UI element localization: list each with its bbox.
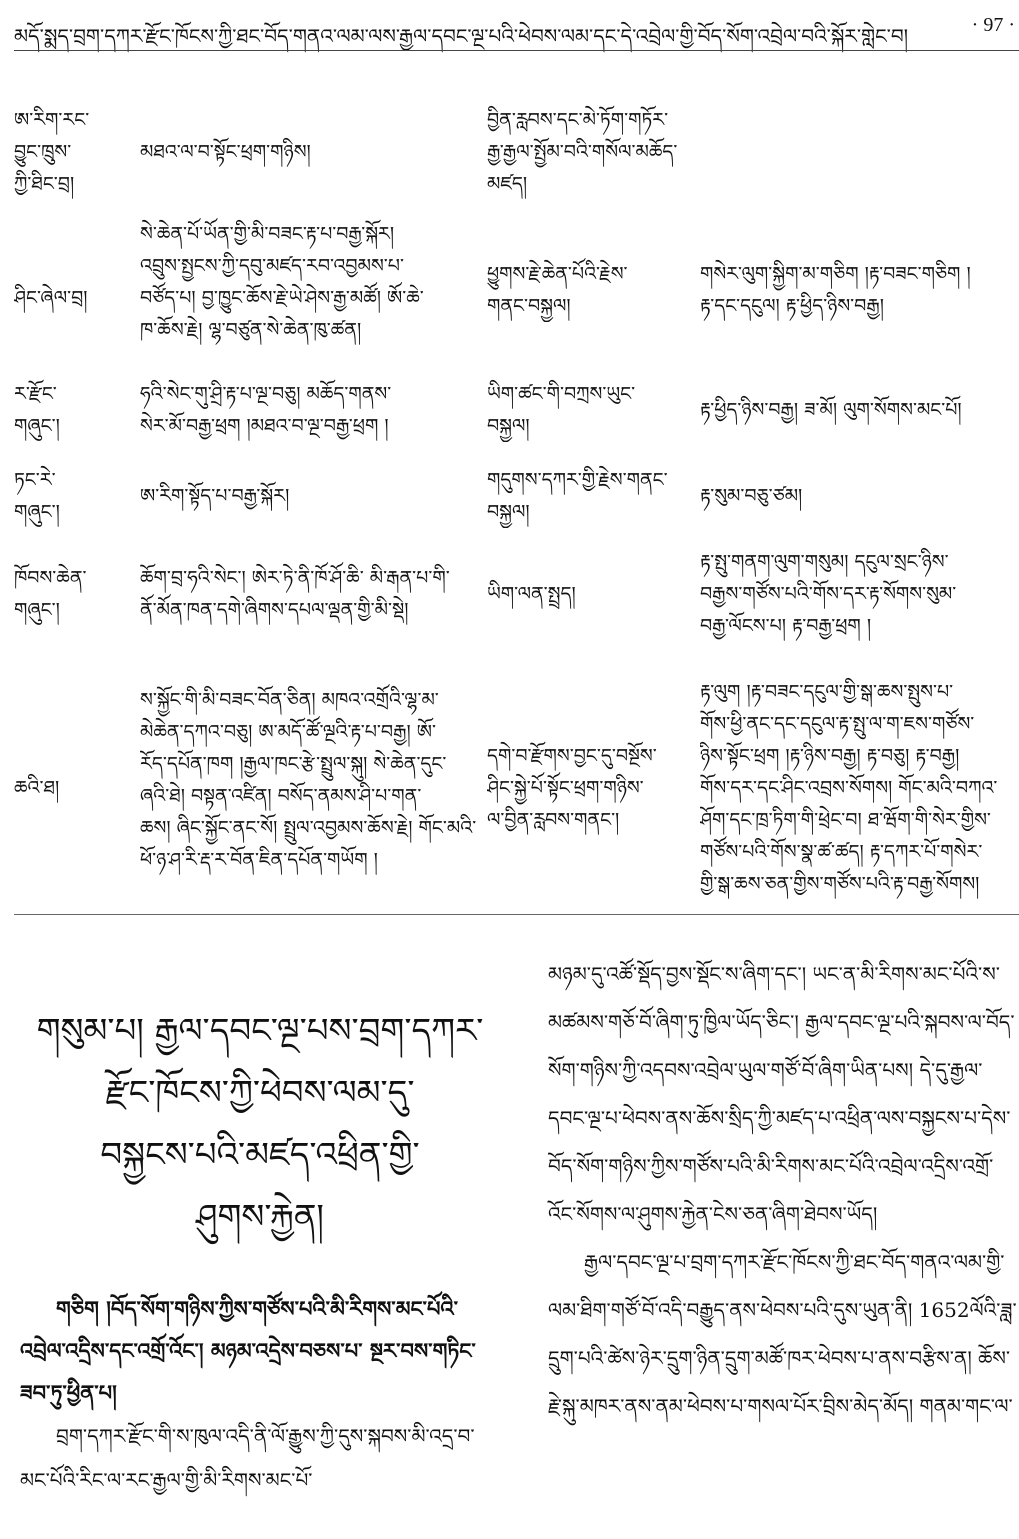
table-cell-place: ཨ་རིག་རང་ བྱུང་ཁྲུས་ ཀྱི་ཐིང་བྲ།: [14, 109, 90, 195]
table-cell-place: ཤིང་ཞེལ་བྲ།: [14, 287, 88, 309]
table-bottom-rule: [14, 914, 1019, 915]
section-title: གསུམ་པ། རྒྱལ་དབང་ལྔ་པས་བྲག་དཀར་ རྫོང་ཁོངས་ཀྱི་ཕེབས་ལམ་དུ་ བསྐྱངས་པའི་མཛད་འཕྲིན་གྱི་ ཤུགས་རྐྱེན།: [36, 1011, 484, 1237]
body-paragraph: རྒྱལ་དབང་ལྔ་པ་བྲག་དཀར་རྫོང་ཁོངས་ཀྱི་ཐང་བོད་གནའ་ལམ་གྱི་ལམ་ཐིག་གཙོ་བོ་འདི་བརྒྱུད་ནས་ཕེབས་པའི་དུས་ཡུན་ནི། 1652ལོའི་ཟླ་དྲུག་པའི་ཚེས་ཉེར་དྲུག་ཉིན་དྲུག་མཚོ་ཁར་ཕེབས་པ་ནས་བརྩིས་ན། ཆོས་རྗེ་སྐུ་མཁར་ནས་ནམ་ཕེབས་པ་གསལ་པོར་བྲིས་མེད་མོད། གནམ་གང་ལ་: [548, 1250, 1017, 1418]
table-cell-place: ཏང་རེ་ གཞུང་།: [14, 469, 60, 523]
table-cell-offering: རྟ་སུམ་བཅུ་ཙམ།: [700, 485, 803, 507]
body-paragraph: བྲག་དཀར་རྫོང་གི་ས་ཁུལ་འདི་ནི་ལོ་རྒྱུས་ཀྱི་དུས་སྐབས་མི་འདྲ་བ་མང་པོའི་རིང་ལ་རང་རྒྱལ་གྱི་མི་རིགས་མང་པོ་: [20, 1424, 475, 1492]
table-cell-place: ཁོབས་ཆེན་ གཞུང་།: [14, 567, 87, 621]
table-cell-offering: རྟ་ལུག །རྟ་བཟང་དངུལ་གྱི་སྒ་ཆས་སྤུས་པ་ གོས་ཕྱི་ནང་དང་དངུལ་རྟ་སྤུ་ལ་ག་ཇས་གཙོས་ ཉིས་སྟོང་ཕྲག །རྟ་ཉིས་བརྒྱ། རྟ་བཅུ། རྟ་བརྒྱ། གོས་དར་དང་ཤིང་འབྲས་སོགས། གོང་མའི་བཀའ་ ཤོག་དང་ཁྲ་ཏིག་གི་ཕྲེང་བ། ཐ་ཝོག་གི་སེར་གྱིས་ གཙོས་པའི་གོས་སྣ་ཚ་ཚད། རྟ་དཀར་པོ་གསེར་ གྱི་སྒ་ཆས་ཅན་གྱིས་གཙོས་པའི་རྟ་བརྒྱ་སོགས།: [700, 681, 998, 895]
table-cell-offering: རྟ་ཕྱིད་ཉིས་བརྒྱ། ཟ་མོ། ལུག་སོགས་མང་པོ།: [700, 399, 962, 421]
table-cell-event: གདུགས་དཀར་གྱི་རྗེས་གནང་ བསྐྱལ།: [487, 469, 668, 523]
page-number: · 97 ·: [971, 14, 1015, 36]
table-cell-event: ཡིག་ཚང་གི་བཀྲས་ཡུང་ བསྐྱལ།: [487, 383, 636, 437]
running-header: [14, 8, 1019, 48]
table-cell-place: ར་རྫོང་ གཞུང་།: [14, 383, 60, 437]
table-cell-description: ཧའི་སེང་གུ་ཤྲི་རྟ་པ་ལྔ་བཅུ། མཆོད་གནས་ སེར་མོ་བརྒྱ་ཕྲག །མཐའ་བ་ལྔ་བརྒྱ་ཕྲག །: [140, 383, 392, 437]
table-cell-description: ས་སྐྱོང་གི་མི་བཟང་བོན་ཅིན། མཁའ་འགྲོའི་ལྷ་མ་ མེཆེན་དཀའ་བཅུ། ཨ་མདོ་ཚོ་ལྔའི་རྟ་པ་བརྒྱ། ཨོ་ རོད་དཔོན་ཁག །རྒྱལ་ཁང་རྩེ་སྤྲུལ་སྐུ། སེ་ཆེན་དུང་ ཞའི་ཐེ། བསྟན་འཛིན། བསོད་ནམས་ཤི་པ་གན་ ཆས། ཞིང་སྐྱོང་ནང་སོ། སྤྲུལ་འབྱམས་ཆོས་རྗེ། གོང་མའི་ ཕོ་ཉ་ཤ་རི་རྡ་ར་བོན་ཇིན་དཔོན་གཡོག །: [140, 689, 477, 871]
right-column: [548, 950, 1018, 1430]
running-title: མདོ་སྨད་བྲག་དཀར་རྫོང་ཁོངས་ཀྱི་ཐང་བོད་གནའ་ལམ་ལས་རྒྱལ་དབང་ལྔ་པའི་ཕེབས་ལམ་དང་དེ་འབྲེལ་གྱི་བོད་སོག་འབྲེལ་བའི་སྐོར་གླེང་བ།: [14, 24, 909, 48]
left-column: [20, 1000, 500, 1502]
header-rule: [14, 50, 1019, 51]
table-cell-offering: གསེར་ལུག་སྐྱིག་མ་གཅིག །རྟ་བཟང་གཅིག ། རྟ་དང་དངུལ། རྟ་ཕྱིད་ཉིས་བརྒྱ།: [700, 263, 971, 317]
body-paragraph: མཉམ་དུ་འཚོ་སྡོད་བྱས་སྡོང་ས་ཞིག་དང་། ཡང་ན་མི་རིགས་མང་པོའི་ས་མཚམས་གཅོ་བོ་ཞིག་ཏུ་ཁྱིལ་ཡོད་ཅིང་། རྒྱལ་དབང་ལྔ་པའི་སྐབས་ལ་བོད་སོག་གཉིས་ཀྱི་འདབས་འབྲེལ་ཡུལ་གཙོ་བོ་ཞིག་ཡིན་པས། དེ་དུ་རྒྱལ་དབང་ལྔ་པ་ཕེབས་ནས་ཆོས་སྲིད་ཀྱི་མཛད་པ་འཕྲིན་ལས་བསྐྱངས་པ་དེས་བོད་སོག་གཉིས་ཀྱིས་གཙོས་པའི་མི་རིགས་མང་པོའི་འབྲེལ་འདྲིས་འགྲོ་འོང་སོགས་ལ་ཤུགས་རྐྱེན་ངེས་ཅན་ཞིག་ཐེབས་ཡོད།: [548, 962, 1015, 1226]
table-cell-description: མཐའ་ལ་བ་སྟོང་ཕྲག་གཉིས།: [140, 141, 311, 163]
table-cell-event: བྱིན་རླབས་དང་མེ་ཏོག་གཏོར་ རྒྱ་རྒྱལ་སྤྱོམ་བའི་གསོལ་མཆོད་ མཛད།: [487, 109, 678, 195]
table-cell-description: སེ་ཆེན་པོ་ཡོན་གྱི་མི་བཟང་རྟ་པ་བརྒྱ་སྐོར། འབྲུས་སྤྱངས་ཀྱི་དབུ་མཛད་རབ་འབྱམས་པ་ བཙོད་པ། བྱ་ཁྱུང་ཆོས་རྗེ་ཡེ་ཤེས་རྒྱ་མཚོ། ཨོ་ཆེ་ ཁ་ཆོས་རྗེ། ལྷ་བཙུན་སེ་ཆེན་ཁུ་ཚན།: [140, 223, 424, 341]
table-cell-event: ཡིག་ལན་སྤྲད།: [487, 583, 576, 605]
table-cell-place: ཆའི་ཐ།: [14, 777, 60, 799]
table-cell-event: ཕྱུགས་རྗེ་ཆེན་པོའི་རྗེས་ གནང་བསྐྱལ།: [487, 263, 628, 317]
subsection-heading: གཅིག །བོད་སོག་གཉིས་ཀྱིས་གཙོས་པའི་མི་རིགས་མང་པོའི་འབྲེལ་འདྲིས་དང་འགྲོ་འོང་། མཉམ་འདྲེས་བཅས་པ་ སྔར་བས་གཏིང་ཟབ་ཏུ་ཕྱིན་པ།: [20, 1296, 476, 1405]
table-cell-description: ཨ་རིག་སྟོད་པ་བརྒྱ་སྐོར།: [140, 485, 290, 507]
table-cell-event: དགེ་བ་རྫོགས་བྱང་དུ་བསྔོས་ ཤིང་སྐྱེ་པོ་སྟོང་ཕྲག་གཉིས་ ལ་བྱིན་རླབས་གནང་།: [487, 745, 657, 831]
table-cell-description: ཆོག་བྲ་ཧའི་སེང་། ཨེར་ཏེ་ནི་ཁོ་ཤོ་ཆི་ མི་རྒན་པ་གི་ ནོ་མོན་ཁན་དགེ་ཞིགས་དཔལ་ལྡན་གྱི་མི་སྡེ།: [140, 567, 450, 621]
table-cell-offering: རྟ་སྤུ་གནག་ལུག་གསུམ། དངུལ་སྲང་ཉིས་ བརྒྱས་གཙོས་པའི་གོས་དར་རྟ་སོགས་སུམ་ བརྒྱ་ལོངས་པ། རྟ་བརྒྱ་ཕྲག །: [700, 551, 957, 637]
